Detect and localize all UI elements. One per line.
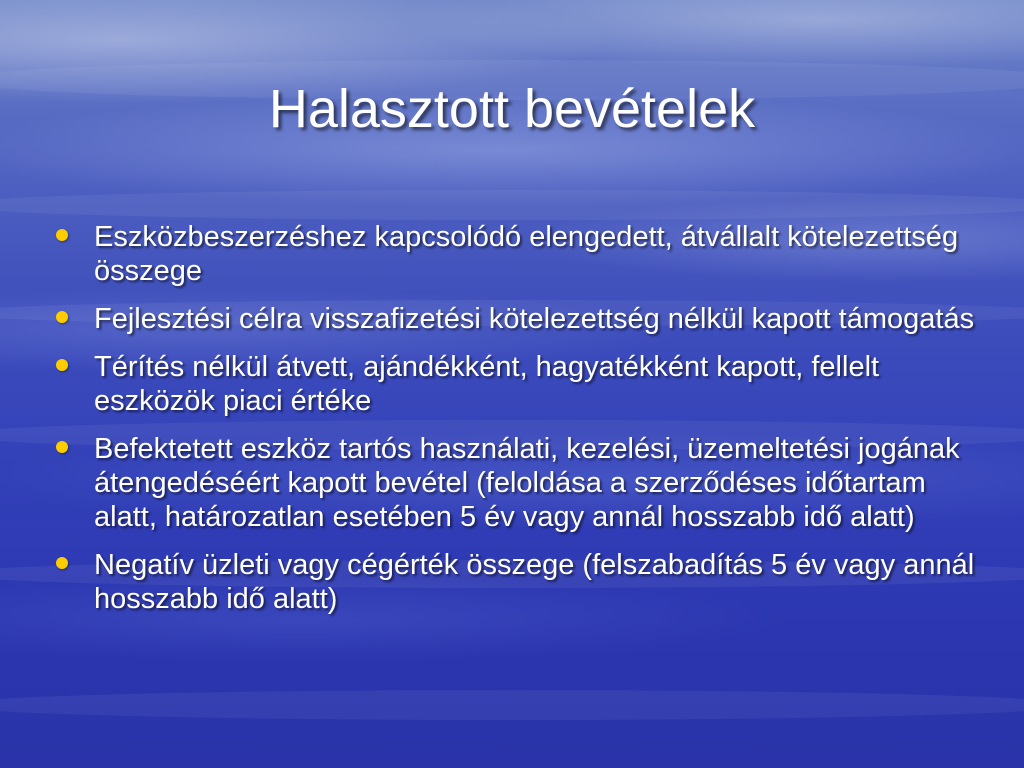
bullet-item: [56, 302, 976, 336]
bullet-dot-icon: [56, 359, 68, 371]
bullet-text: Eszközbeszerzéshez kapcsolódó elengedett, átvállalt kötelezettség összege: [94, 221, 959, 287]
bullet-dot-icon: [56, 311, 68, 323]
bullet-dot-icon: [56, 229, 68, 241]
background-wave: [0, 690, 1024, 720]
bullet-text: Fejlesztési célra visszafizetési kötelezettség nélkül kapott támogatás: [94, 303, 975, 335]
bullet-text: Negatív üzleti vagy cégérték összege (felszabadítás 5 év vagy annál hosszabb idő alatt): [94, 549, 975, 615]
bullet-item: [56, 432, 976, 534]
bullet-text: Térítés nélkül átvett, ajándékként, hagyatékként kapott, fellelt eszközök piaci értéke: [94, 351, 880, 417]
bullet-list: [56, 220, 976, 630]
bullet-dot-icon: [56, 441, 68, 453]
bullet-item: [56, 220, 976, 288]
background-wave: [0, 190, 1024, 220]
bullet-item: [56, 548, 976, 616]
bullet-item: [56, 350, 976, 418]
bullet-dot-icon: [56, 557, 68, 569]
slide-title: Halasztott bevételek: [268, 79, 756, 139]
bullet-text: Befektetett eszköz tartós használati, kezelési, üzemeltetési jogának átengedéséért kapott bevétel (feloldása a szerződéses időtartam alatt, határozatlan esetében 5 év vagy annál hosszabb idő alatt): [94, 433, 960, 533]
